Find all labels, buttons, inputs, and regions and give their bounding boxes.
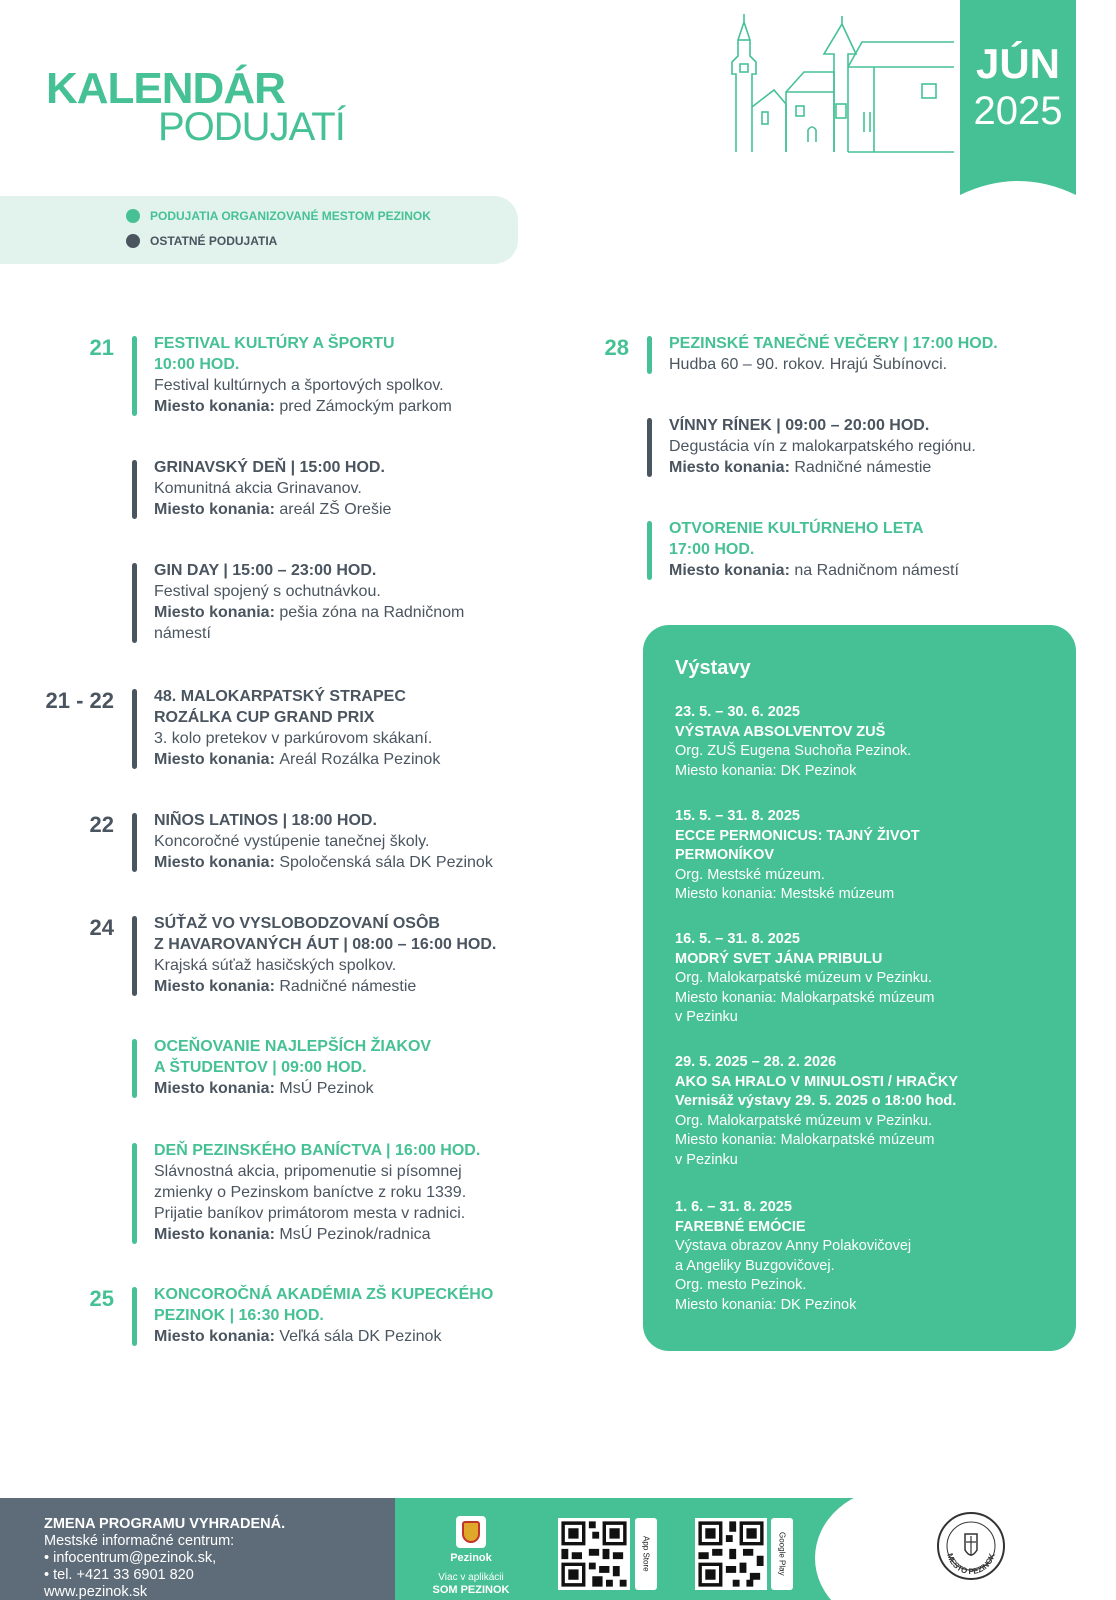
exhibition-heading: 1. 6. – 31. 8. 2025 <box>675 1199 792 1215</box>
app-name: Pezinok <box>450 1552 492 1564</box>
exhibition-item <box>675 1198 911 1315</box>
exhibition-detail: v Pezinku <box>675 1151 738 1168</box>
event-title: GRINAVSKÝ DEŇ | 15:00 HOD. <box>154 459 385 476</box>
event-description: Festival spojený s ochutnávkou. <box>154 583 381 600</box>
event-color-bar <box>132 1287 137 1346</box>
exhibition-heading: FAREBNÉ EMÓCIE <box>675 1218 806 1235</box>
legend <box>0 196 518 264</box>
exhibition-heading: MODRÝ SVET JÁNA PRIBULU <box>675 950 883 967</box>
event-title: PEZINSKÉ TANEČNÉ VEČERY | 17:00 HOD. <box>669 335 998 352</box>
event-description: Koncoročné vystúpenie tanečnej školy. <box>154 833 430 850</box>
event-description: 3. kolo pretekov v parkúrovom skákaní. <box>154 730 433 747</box>
event-location-label: Miesto konania: <box>154 751 280 768</box>
event-location: Miesto konania: Radničné námestie <box>669 459 932 476</box>
event-body <box>669 333 998 375</box>
event-color-bar <box>132 563 137 643</box>
seal-text: MESTO PEZINOK <box>945 1552 997 1577</box>
event-color-bar <box>132 1039 137 1098</box>
legend-label-other: OSTATNÉ PODUJATIA <box>150 234 278 248</box>
event-location: Miesto konania: na Radničnom námestí <box>669 562 959 579</box>
exhibition-detail: Miesto konania: DK Pezinok <box>675 1296 857 1313</box>
event-title: GIN DAY | 15:00 – 23:00 HOD. <box>154 562 377 579</box>
event-color-bar <box>132 813 137 872</box>
event-day: 22 <box>89 812 114 837</box>
event-location-label: Miesto konania: <box>154 604 280 621</box>
exhibition-detail: Výstava obrazov Anny Polakovičovej <box>675 1238 912 1254</box>
exhibition-item <box>675 807 920 905</box>
exhibition-item <box>675 703 911 781</box>
page-title-line2: PODUJATÍ <box>158 105 345 149</box>
event-description: Degustácia vín z malokarpatského regiónu. <box>669 438 976 455</box>
exhibitions-title: Výstavy <box>675 657 751 679</box>
event-color-bar <box>132 689 137 769</box>
footer-app-panel <box>395 1498 915 1600</box>
event-body <box>154 810 493 873</box>
exhibition-heading: 15. 5. – 31. 8. 2025 <box>675 808 800 824</box>
event-color-bar <box>132 1143 137 1244</box>
exhibition-heading: 16. 5. – 31. 8. 2025 <box>675 931 800 947</box>
exhibition-detail: a Angeliky Buzgovičovej. <box>675 1257 835 1274</box>
green-dot-icon <box>126 209 140 223</box>
event-title: FESTIVAL KULTÚRY A ŠPORTU <box>154 335 395 352</box>
gray-dot-icon <box>126 234 140 248</box>
exhibition-detail: Org. Mestské múzeum. <box>675 866 825 883</box>
event-color-bar <box>132 336 137 416</box>
event-location-label: Miesto konania: <box>154 398 280 415</box>
exhibition-heading: VÝSTAVA ABSOLVENTOV ZUŠ <box>675 723 886 740</box>
exhibition-detail: Org. ZUŠ Eugena Suchoňa Pezinok. <box>675 743 912 759</box>
event-location: Miesto konania: Areál Rozálka Pezinok <box>154 751 441 768</box>
exhibitions-box <box>643 625 1076 1351</box>
event-location-label: Miesto konania: <box>669 562 795 579</box>
city-seal-icon <box>935 1510 1007 1582</box>
exhibition-item <box>675 930 935 1028</box>
app-name-2: SOM PEZINOK <box>432 1584 510 1596</box>
event-color-bar <box>647 336 652 374</box>
exhibition-detail: Miesto konania: Malokarpatské múzeum <box>675 989 935 1006</box>
event-body <box>154 1284 493 1347</box>
event-color-bar <box>132 460 137 519</box>
event-day: 24 <box>89 915 114 940</box>
event-location: Miesto konania: MsÚ Pezinok <box>154 1080 374 1097</box>
footer-info-center: Mestské informačné centrum: <box>44 1533 235 1549</box>
legend-item-city <box>126 209 431 223</box>
qr-code-google-play-icon[interactable] <box>695 1518 767 1590</box>
footer-email[interactable]: • infocentrum@pezinok.sk, <box>44 1550 217 1566</box>
event-title: NIÑOS LATINOS | 18:00 HOD. <box>154 812 377 829</box>
qr-code-app-store-icon[interactable] <box>558 1518 630 1590</box>
event-body <box>154 686 440 770</box>
event-location-label: Miesto konania: <box>154 501 280 518</box>
event-body <box>154 457 391 520</box>
app-more: Viac v aplikácii <box>438 1572 504 1583</box>
event-title: KONCOROČNÁ AKADÉMIA ZŠ KUPECKÉHO <box>154 1286 494 1303</box>
event-body <box>154 333 452 417</box>
event-title: OTVORENIE KULTÚRNEHO LETA <box>669 520 924 537</box>
event-day: 21 <box>89 335 114 360</box>
event-body <box>154 560 464 644</box>
exhibition-item <box>675 1053 958 1170</box>
exhibition-detail: Org. Malokarpatské múzeum v Pezinku. <box>675 970 933 986</box>
event-description: Festival kultúrnych a športových spolkov. <box>154 377 444 394</box>
exhibition-heading: ECCE PERMONICUS: TAJNÝ ŽIVOT <box>675 827 920 844</box>
month-label: JÚN <box>975 40 1061 87</box>
footer-notice: ZMENA PROGRAMU VYHRADENÁ. <box>44 1516 286 1532</box>
exhibition-detail: Miesto konania: DK Pezinok <box>675 762 857 779</box>
event-location: Miesto konania: pešia zóna na Radničnom <box>154 604 465 621</box>
event-description: Krajská súťaž hasičských spolkov. <box>154 957 397 974</box>
event-location-label: Miesto konania: <box>669 459 795 476</box>
exhibition-detail: Miesto konania: Malokarpatské múzeum <box>675 1132 935 1148</box>
event-location-label: Miesto konania: <box>154 978 280 995</box>
event-title: OCEŇOVANIE NAJLEPŠÍCH ŽIAKOV <box>154 1038 432 1055</box>
event-description: Slávnostná akcia, pripomenutie si písomnej <box>154 1163 462 1180</box>
event-title: 48. MALOKARPATSKÝ STRAPEC <box>154 688 406 705</box>
exhibition-heading: AKO SA HRALO V MINULOSTI / HRAČKY <box>675 1073 959 1090</box>
event-body <box>669 518 959 581</box>
event-location: Miesto konania: Veľká sála DK Pezinok <box>154 1328 442 1345</box>
event-description: Komunitná akcia Grinavanov. <box>154 480 362 497</box>
page-title-line1: KALENDÁR <box>46 64 285 113</box>
exhibition-detail: Org. mesto Pezinok. <box>675 1277 807 1293</box>
event-location: Miesto konania: areál ZŠ Orešie <box>154 501 392 518</box>
event-description: zmienky o Pezinskom baníctve z roku 1339. <box>154 1184 467 1201</box>
event-title: 10:00 HOD. <box>154 356 240 373</box>
event-body <box>154 1036 431 1099</box>
event-title: Z HAVAROVANÝCH ÁUT | 08:00 – 16:00 HOD. <box>154 936 497 953</box>
event-body <box>154 1140 480 1245</box>
exhibition-heading: 29. 5. 2025 – 28. 2. 2026 <box>675 1054 837 1070</box>
year-label: 2025 <box>973 89 1063 133</box>
event-body <box>669 415 976 478</box>
exhibition-heading: Vernisáž výstavy 29. 5. 2025 o 18:00 hod. <box>675 1093 957 1109</box>
footer-phone[interactable]: • tel. +421 33 6901 820 <box>44 1567 194 1583</box>
event-title: DEŇ PEZINSKÉHO BANÍCTVA | 16:00 HOD. <box>154 1142 481 1159</box>
event-location: Miesto konania: Spoločenská sála DK Pezinok <box>154 854 493 871</box>
event-description: Prijatie baníkov primátorom mesta v radnici. <box>154 1205 466 1222</box>
event-location: Miesto konania: Radničné námestie <box>154 978 417 995</box>
exhibition-detail: Org. Malokarpatské múzeum v Pezinku. <box>675 1112 933 1129</box>
exhibition-detail: Miesto konania: Mestské múzeum <box>675 886 895 902</box>
castle-illustration-icon <box>724 12 954 157</box>
event-title: SÚŤAŽ VO VYSLOBODZOVANÍ OSÔB <box>154 915 440 932</box>
app-promo[interactable] <box>425 1516 517 1596</box>
event-location-label: Miesto konania: <box>154 1328 280 1345</box>
event-title: PEZINOK | 16:30 HOD. <box>154 1307 324 1324</box>
legend-label-city: PODUJATIA ORGANIZOVANÉ MESTOM PEZINOK <box>150 209 431 223</box>
event-location-label: Miesto konania: <box>154 1226 280 1243</box>
event-location-label: Miesto konania: <box>154 854 280 871</box>
event-day: 28 <box>604 335 629 360</box>
event-location-label: Miesto konania: <box>154 1080 280 1097</box>
event-location: Miesto konania: pred Zámockým parkom <box>154 398 452 415</box>
event-title: ROZÁLKA CUP GRAND PRIX <box>154 709 375 726</box>
event-title: 17:00 HOD. <box>669 541 755 558</box>
event-color-bar <box>647 521 652 580</box>
footer <box>0 1498 1116 1600</box>
exhibition-heading: 23. 5. – 30. 6. 2025 <box>675 704 800 720</box>
event-description: Hudba 60 – 90. rokov. Hrajú Šubínovci. <box>669 356 948 373</box>
pezinok-coat-of-arms-icon <box>456 1516 486 1548</box>
app-store-badge[interactable]: App Store <box>635 1518 657 1590</box>
exhibition-heading: PERMONÍKOV <box>675 847 775 863</box>
footer-contact <box>0 1498 395 1600</box>
event-color-bar <box>132 916 137 996</box>
event-day: 21 - 22 <box>45 688 114 713</box>
event-title: VÍNNY RÍNEK | 09:00 – 20:00 HOD. <box>669 417 930 434</box>
legend-item-other <box>126 234 277 248</box>
event-location: námestí <box>154 625 211 642</box>
google-play-badge[interactable]: Google Play <box>771 1518 793 1590</box>
event-title: A ŠTUDENTOV | 09:00 HOD. <box>154 1059 367 1076</box>
event-day: 25 <box>89 1286 114 1311</box>
event-color-bar <box>647 418 652 477</box>
event-location: Miesto konania: MsÚ Pezinok/radnica <box>154 1226 431 1243</box>
exhibition-detail: v Pezinku <box>675 1009 738 1025</box>
footer-web-link[interactable]: www.pezinok.sk <box>44 1584 148 1600</box>
event-body <box>154 913 496 997</box>
